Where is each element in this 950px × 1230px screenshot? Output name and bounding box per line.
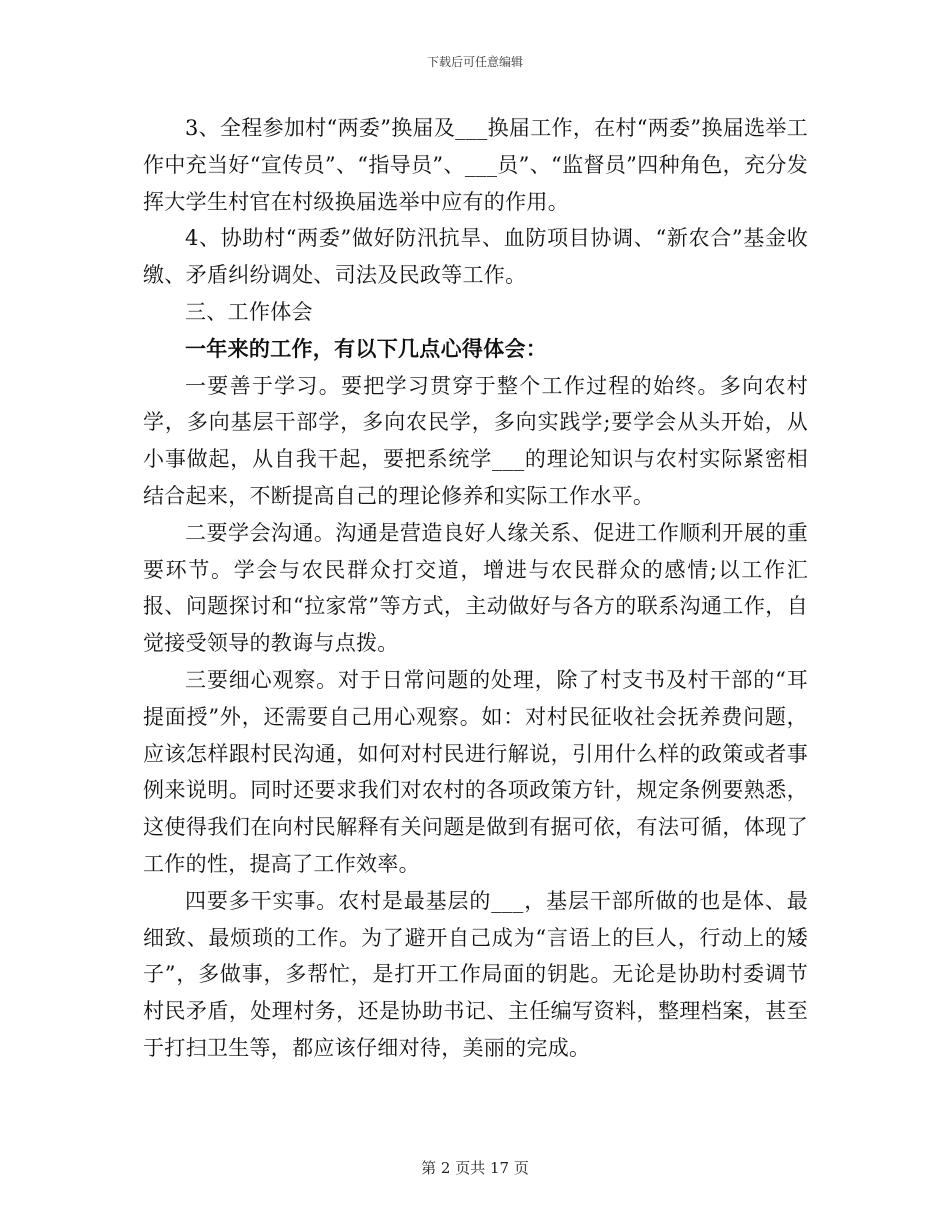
section-heading: 三、工作体会: [185, 299, 313, 324]
paragraph-item-3: 3、全程参加村“两委”换届及___换届工作，在村“两委”换届选举工作中充当好“宣传员”、“指导员”、___员”、“监督员”四种角色，充分发挥大学生村官在村级换届选举中应有的作用。: [143, 116, 808, 214]
summary-heading: 一年来的工作，有以下几点心得体会：: [185, 335, 548, 361]
paragraph-item-4: 4、协助村“两委”做好防汛抗旱、血防项目协调、“新农合”基金收缴、矛盾纠纷调处、司法及民政等工作。: [143, 226, 808, 288]
paragraph-communication: 二要学会沟通。沟通是营造良好人缘关系、促进工作顺利开展的重要环节。学会与农民群众打交道，增进与农民群众的感情;以工作汇报、问题探讨和“拉家常”等方式，主动做好与各方的联系沟通工作，自觉接受领导的教诲与点拨。: [143, 520, 808, 656]
paragraph-observation: 三要细心观察。对于日常问题的处理，除了村支书及村干部的“耳提面授”外，还需要自己用心观察。如：对村民征收社会抚养费问题，应该怎样跟村民沟通，如何对村民进行解说，引用什么样的政策或者事例来说明。同时还要求我们对农村的各项政策方针，规定条例要熟悉，这使得我们在向村民解释有关问题是做到有据可依，有法可循，体现了工作的性，提高了工作效率。: [143, 667, 808, 876]
paragraph-practical-work: 四要多干实事。农村是最基层的___，基层干部所做的也是体、最细致、最烦琐的工作。为了避开自己成为“言语上的巨人，行动上的矮子”，多做事，多帮忙，是打开工作局面的钥匙。无论是协助村委调节村民矛盾，处理村务，还是协助书记、主任编写资料，整理档案，甚至于打扫卫生等，都应该仔细对待，美丽的完成。: [143, 888, 808, 1060]
page-header: 下载后可任意编辑: [426, 55, 523, 69]
paragraph-learning: 一要善于学习。要把学习贯穿于整个工作过程的始终。多向农村学，多向基层干部学，多向农民学，多向实践学;要学会从头开始，从小事做起，从自我干起，要把系统学___的理论知识与农村实际紧密相结合起来，不断提高自己的理论修养和实际工作水平。: [143, 373, 808, 508]
document-body: [143, 110, 808, 1067]
page-number: 第 2 页共 17 页: [421, 1159, 529, 1177]
